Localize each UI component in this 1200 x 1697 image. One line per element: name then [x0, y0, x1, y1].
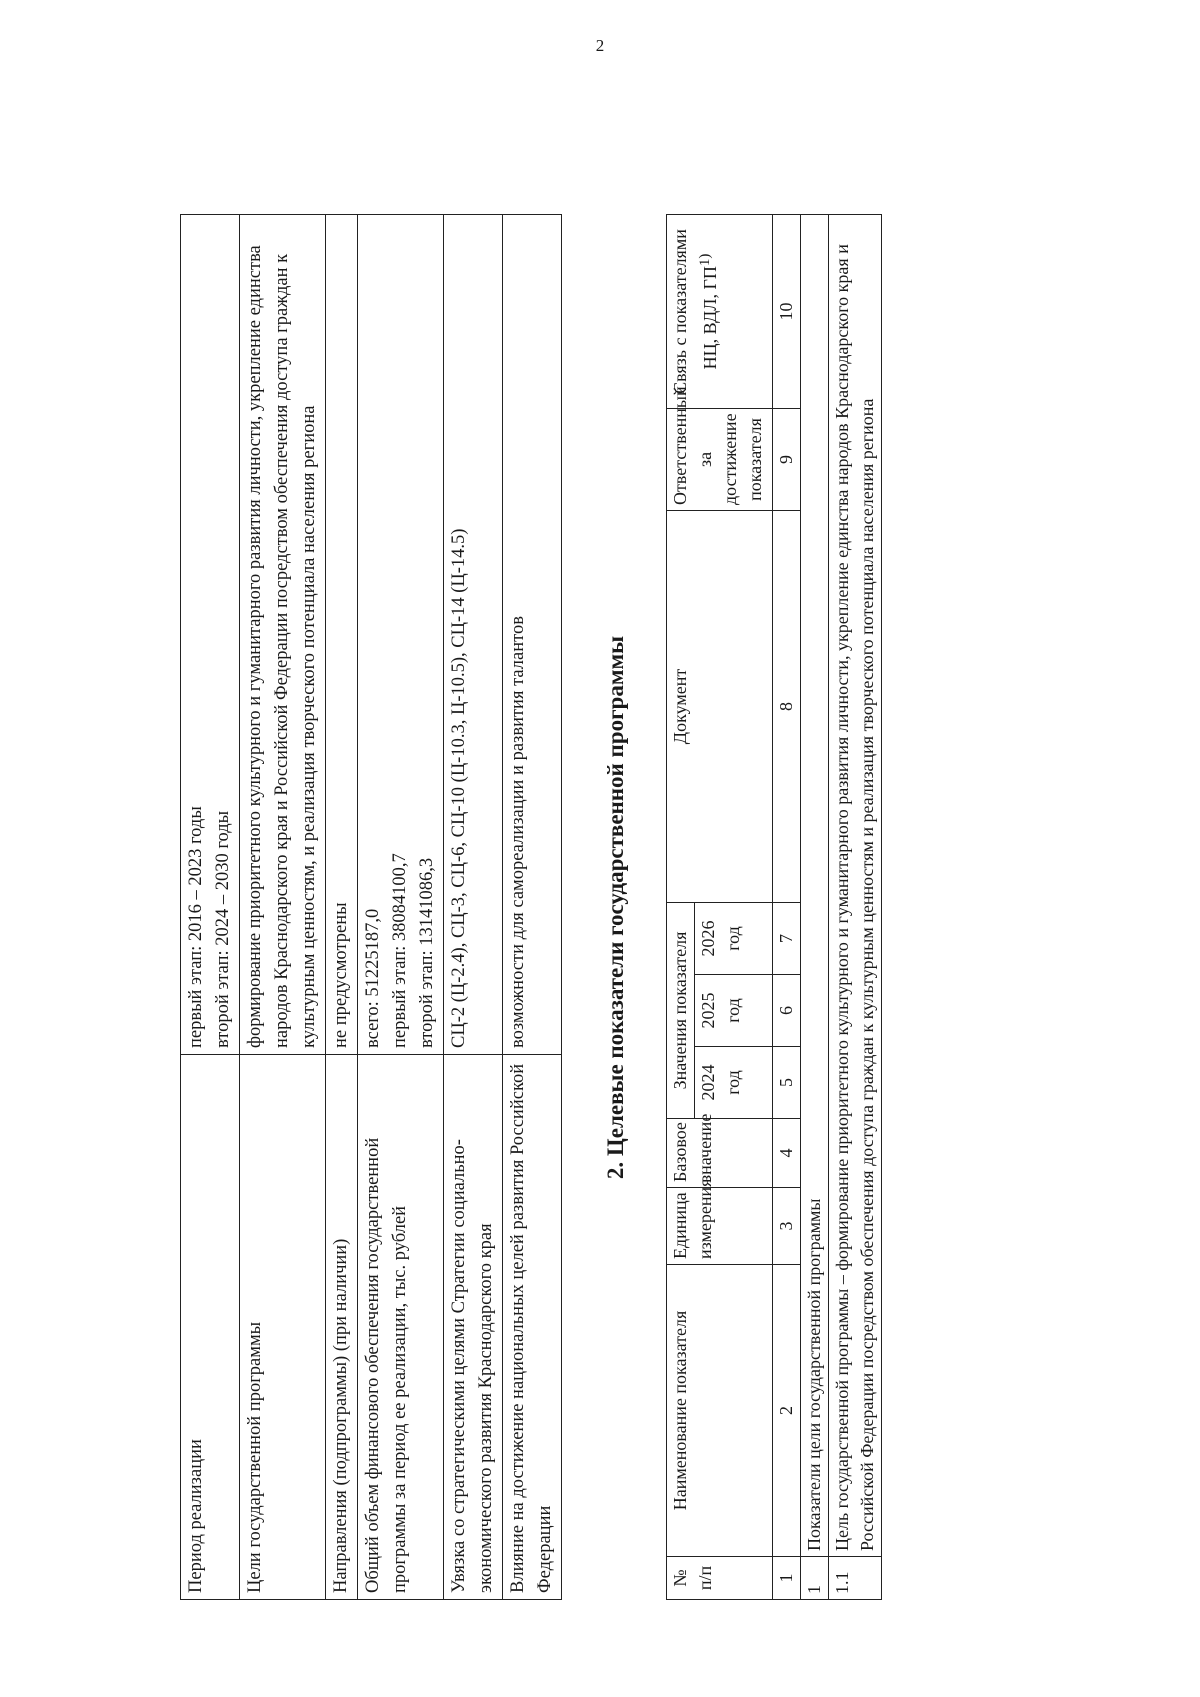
passport-row-national-goals	[503, 215, 562, 1600]
passport-row-financing	[358, 215, 444, 1600]
page-number: 2	[595, 36, 605, 55]
passport-value	[503, 215, 562, 1055]
passport-value-line: возможности для самореализации и развития талантов	[508, 616, 528, 1048]
row-text: Цель государственной программы – формирование приоритетного культурного и гуманитарного развития личности, укрепление единства народов Краснодарского края и Российской Федерации посредством обеспечения доступа граждан к культурным ценностям и реализация творческого потенциала населения региона	[829, 214, 882, 1556]
header-name: Наименование показателя	[667, 1265, 773, 1557]
header-responsible: Ответственный за достижение показателя	[667, 408, 773, 510]
passport-value-line: формирование приоритетного культурного и гуманитарного развития личности, укрепление единства народов Краснодарского края и Российской Федерации посредством обеспечения доступа граждан к культурным ценностям, и реализация творческого потенциала населения региона	[245, 245, 319, 1048]
passport-value-line: не предусмотрены	[331, 902, 351, 1048]
passport-label: Общий объем финансового обеспечения государственной программы за период ее реализации, тыс. рублей	[358, 1055, 444, 1600]
indicators-header-row	[667, 214, 695, 1599]
passport-value	[358, 215, 444, 1055]
passport-row-directions	[326, 215, 358, 1600]
column-number-row	[773, 214, 801, 1599]
header-values-group: Значения показателя	[667, 902, 695, 1118]
passport-value-line: СЦ-2 (Ц-2.4), СЦ-3, СЦ-6, СЦ-10 (Ц-10.3, Ц-10.5), СЦ-14 (Ц-14.5)	[449, 528, 469, 1048]
passport-label: Увязка со стратегическими целями Стратегии социально-экономического развития Краснодарского края	[444, 1055, 503, 1600]
passport-label: Влияние на достижение национальных целей развития Российской Федерации	[503, 1055, 562, 1600]
header-link-text: Связь с показателями НЦ, ВДЛ, ГП	[670, 229, 720, 394]
column-number: 6	[773, 975, 801, 1047]
passport-row-period	[181, 215, 240, 1600]
header-year-2025: 2025 год	[695, 975, 773, 1047]
header-link	[667, 214, 773, 408]
passport-value-line: второй этап: 2024 – 2030 годы	[213, 810, 233, 1048]
passport-value	[326, 215, 358, 1055]
header-link-footnote: 1)	[697, 253, 713, 267]
passport-value-line: первый этап: 38084100,7	[390, 853, 410, 1048]
header-year-2026: 2026 год	[695, 902, 773, 974]
column-number: 9	[773, 408, 801, 510]
passport-label: Цели государственной программы	[240, 1055, 326, 1600]
header-num: № п/п	[667, 1557, 773, 1600]
passport-value-line: первый этап: 2016 – 2023 годы	[186, 806, 206, 1048]
column-number: 10	[773, 214, 801, 408]
header-document: Документ	[667, 510, 773, 902]
column-number: 5	[773, 1047, 801, 1119]
row-num: 1	[801, 1557, 829, 1600]
column-number: 2	[773, 1265, 801, 1557]
passport-value-line: всего: 51225187,0	[363, 908, 383, 1048]
header-unit: Единица измерения	[667, 1188, 773, 1265]
column-number: 1	[773, 1557, 801, 1600]
passport-label: Направления (подпрограммы) (при наличии)	[326, 1055, 358, 1600]
column-number: 4	[773, 1119, 801, 1188]
indicators-table	[666, 214, 882, 1600]
table-row	[829, 214, 882, 1599]
passport-label: Период реализации	[181, 1055, 240, 1600]
passport-value	[181, 215, 240, 1055]
table-row	[801, 214, 829, 1599]
section-title: 2. Целевые показатели государственной программы	[603, 635, 628, 1180]
passport-value	[240, 215, 326, 1055]
header-base: Базовое значение	[667, 1119, 773, 1188]
header-year-2024: 2024 год	[695, 1047, 773, 1119]
row-text: Показатели цели государственной программы	[801, 214, 829, 1556]
column-number: 8	[773, 510, 801, 902]
passport-row-strategy-link	[444, 215, 503, 1600]
rotated-page-content	[180, 215, 1080, 1600]
passport-table	[180, 214, 562, 1600]
passport-row-goals	[240, 215, 326, 1600]
column-number: 3	[773, 1188, 801, 1265]
passport-value-line: второй этап: 13141086,3	[417, 857, 437, 1048]
row-num: 1.1	[829, 1557, 882, 1600]
passport-value	[444, 215, 503, 1055]
column-number: 7	[773, 902, 801, 974]
